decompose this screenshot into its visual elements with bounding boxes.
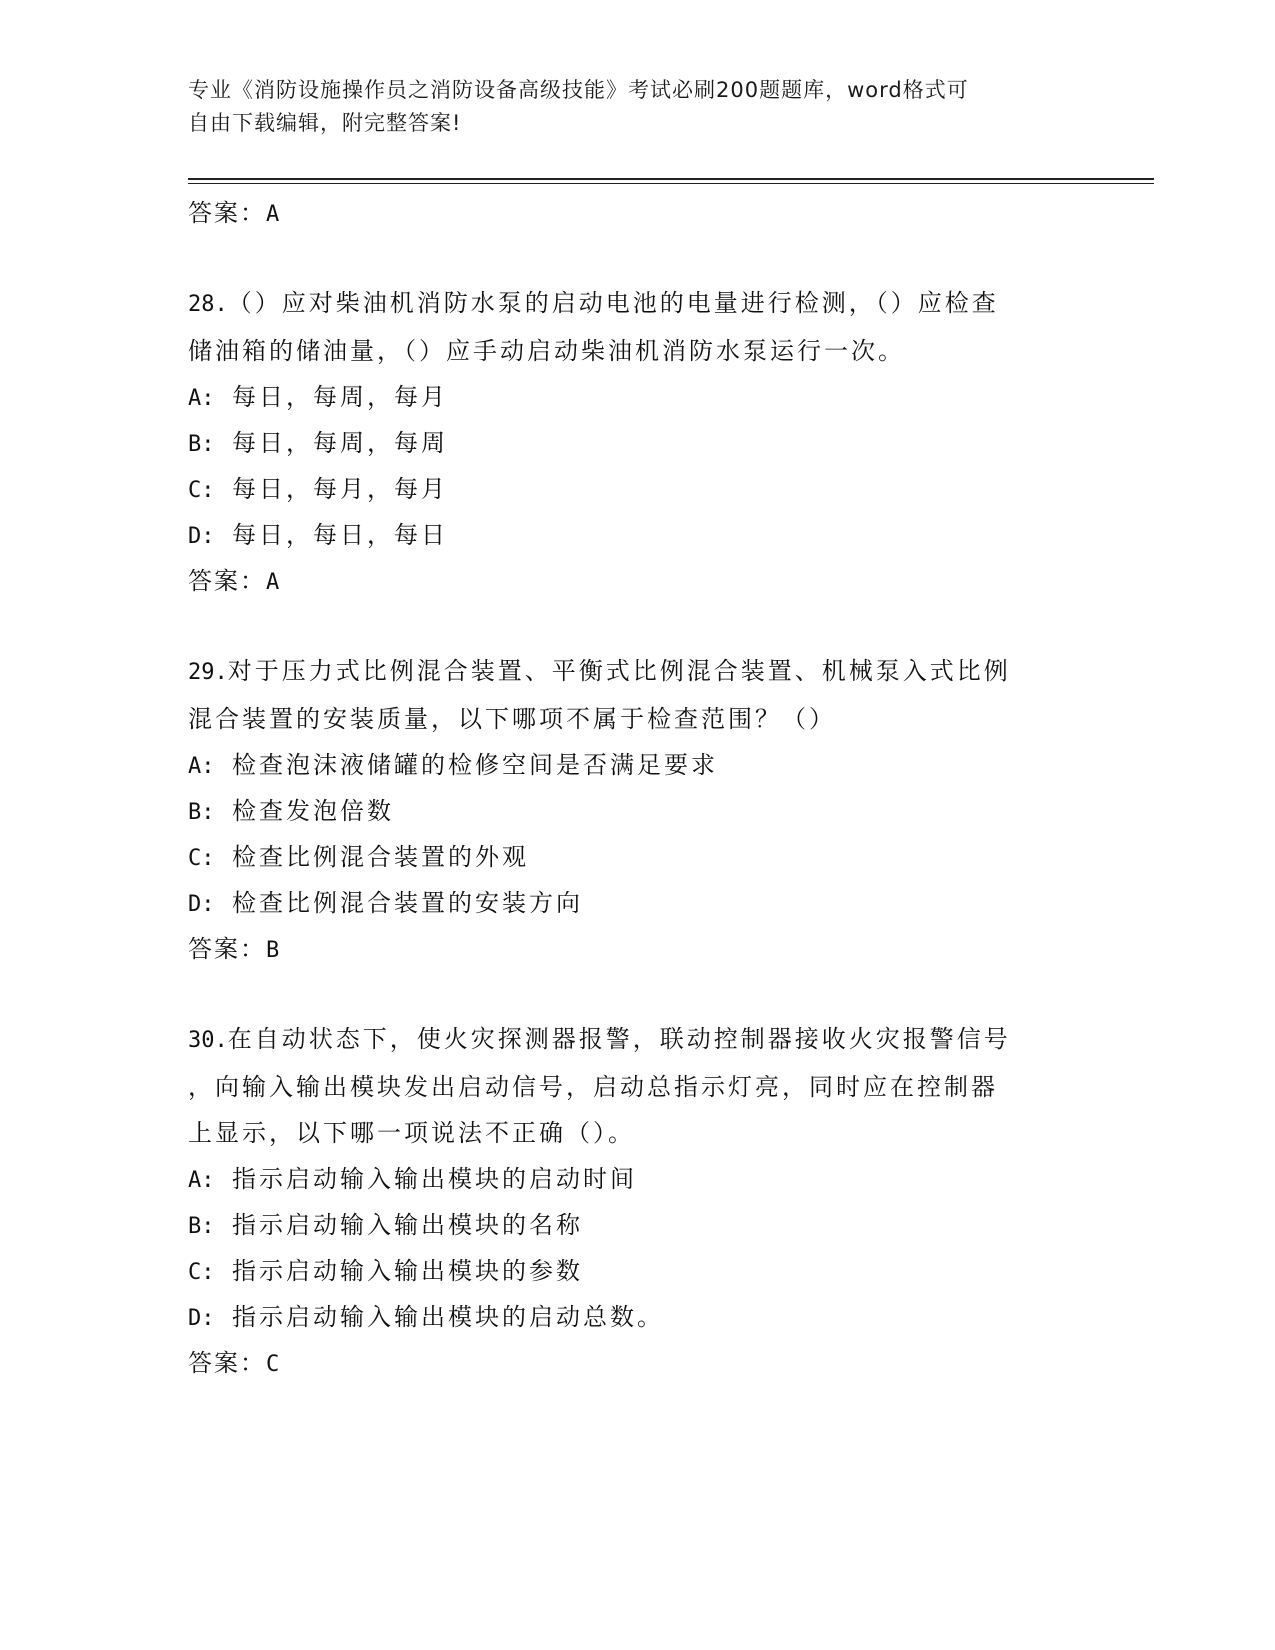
option-c xyxy=(188,834,1088,880)
option-text: 检查比例混合装置的安装方向 xyxy=(232,889,583,917)
header-line-2: 自由下载编辑，附完整答案! xyxy=(188,111,462,135)
option-a xyxy=(188,742,1088,788)
answer-label: 答案： xyxy=(188,935,266,963)
option-text: 每日，每日，每日 xyxy=(232,521,448,549)
question-number: 30. xyxy=(188,1028,228,1053)
question-item xyxy=(188,1016,1088,1386)
option-key: A: xyxy=(188,754,215,779)
answer-value: A xyxy=(266,570,282,595)
option-text: 检查发泡倍数 xyxy=(232,797,394,825)
question-item xyxy=(188,280,1088,604)
question-text: （）应对柴油机消防水泵的启动电池的电量进行检测，（）应检查 xyxy=(227,289,999,317)
question-text: 对于压力式比例混合装置、平衡式比例混合装置、机械泵入式比例 xyxy=(227,657,1011,685)
option-text: 每日，每周，每月 xyxy=(232,383,448,411)
option-d xyxy=(188,512,1088,558)
option-b xyxy=(188,1202,1088,1248)
question-list xyxy=(188,190,1088,1386)
option-key: C: xyxy=(188,478,215,503)
option-text: 指示启动输入输出模块的启动时间 xyxy=(232,1165,637,1193)
option-c xyxy=(188,466,1088,512)
answer-line xyxy=(188,1340,1088,1386)
option-d xyxy=(188,1294,1088,1340)
answer-line xyxy=(188,190,1088,236)
question-stem-line: 混合装置的安装质量，以下哪项不属于检查范围？（） xyxy=(188,705,836,733)
header-rule-thin xyxy=(188,183,1154,184)
option-key: D: xyxy=(188,524,215,549)
option-text: 指示启动输入输出模块的启动总数。 xyxy=(232,1303,664,1331)
answer-value: A xyxy=(266,202,282,227)
option-key: B: xyxy=(188,1214,215,1239)
question-stem xyxy=(188,280,1088,374)
question-number: 29. xyxy=(188,660,228,685)
question-stem-line: 上显示，以下哪一项说法不正确（）。 xyxy=(188,1119,635,1147)
answer-line xyxy=(188,558,1088,604)
question-stem-line: 储油箱的储油量，（）应手动启动柴油机消防水泵运行一次。 xyxy=(188,337,905,365)
question-stem-line xyxy=(188,648,1088,696)
option-key: C: xyxy=(188,1260,215,1285)
question-stem xyxy=(188,648,1088,742)
option-key: B: xyxy=(188,432,215,457)
option-b xyxy=(188,420,1088,466)
option-text: 每日，每周，每周 xyxy=(232,429,448,457)
option-text: 每日，每月，每月 xyxy=(232,475,448,503)
answer-line xyxy=(188,926,1088,972)
option-d xyxy=(188,880,1088,926)
answer-value: C xyxy=(266,1352,282,1377)
answer-label: 答案： xyxy=(188,1349,266,1377)
option-text: 指示启动输入输出模块的参数 xyxy=(232,1257,583,1285)
option-a xyxy=(188,374,1088,420)
question-stem-line xyxy=(188,280,1088,328)
option-key: B: xyxy=(188,800,215,825)
option-text: 检查比例混合装置的外观 xyxy=(232,843,529,871)
option-c xyxy=(188,1248,1088,1294)
header-line-1: 专业《消防设施操作员之消防设备高级技能》考试必刷200题题库，word格式可 xyxy=(188,78,969,102)
option-a xyxy=(188,1156,1088,1202)
question-stem-line: ，向输入输出模块发出启动信号，启动总指示灯亮，同时应在控制器 xyxy=(188,1073,998,1101)
option-key: D: xyxy=(188,1306,215,1331)
option-key: D: xyxy=(188,892,215,917)
answer-label: 答案： xyxy=(188,567,266,595)
option-b xyxy=(188,788,1088,834)
document-header xyxy=(188,74,1068,140)
answer-value: B xyxy=(266,938,282,963)
question-text: 在自动状态下，使火灾探测器报警，联动控制器接收火灾报警信号 xyxy=(227,1025,1011,1053)
option-text: 检查泡沫液储罐的检修空间是否满足要求 xyxy=(232,751,718,779)
option-key: A: xyxy=(188,386,215,411)
question-stem-line xyxy=(188,1016,1088,1064)
question-item xyxy=(188,648,1088,972)
option-key: C: xyxy=(188,846,215,871)
question-number: 28. xyxy=(188,292,228,317)
header-rule-thick xyxy=(188,178,1154,180)
question-stem xyxy=(188,1016,1088,1156)
answer-label: 答案： xyxy=(188,199,266,227)
option-key: A: xyxy=(188,1168,215,1193)
option-text: 指示启动输入输出模块的名称 xyxy=(232,1211,583,1239)
